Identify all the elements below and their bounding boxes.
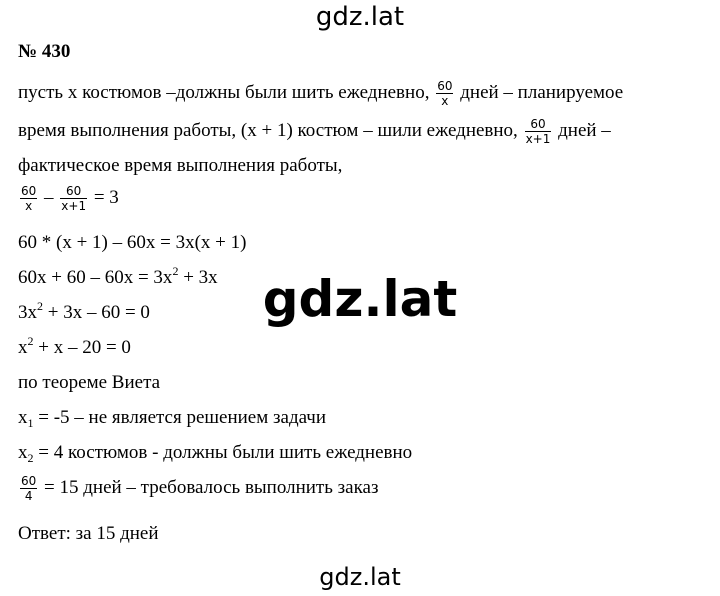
equation-5-rest: + х – 20 = 0: [33, 337, 131, 358]
equation-4: [18, 299, 150, 324]
equation-4-rest: + 3х – 60 = 0: [43, 302, 150, 323]
result-line: [18, 474, 378, 503]
subscript: 1: [27, 416, 34, 430]
equation-3: [18, 264, 218, 289]
equation-2: 60 * (х + 1) – 60х = 3х(х + 1): [18, 232, 247, 253]
watermark-center: gdz.lat: [262, 270, 458, 328]
text-line-2-start: время выполнения работы, (х + 1) костюм – шили ежедневно,: [18, 119, 523, 141]
fraction-60-over-x: [436, 79, 453, 108]
equation-5: [18, 334, 131, 359]
fraction-denominator: 4: [24, 489, 33, 503]
text-line-1: [18, 79, 623, 108]
equation-3-lhs: 60х + 60 – 60х = 3х: [18, 267, 173, 288]
fraction-numerator: 60: [437, 79, 453, 93]
root-2-line: [18, 442, 412, 464]
fraction-denominator: x+1: [61, 199, 87, 213]
fraction-numerator: 60: [21, 474, 37, 488]
equation-3-rest: + 3х: [178, 267, 218, 288]
text-line-3: фактическое время выполнения работы,: [18, 155, 343, 176]
equation-1-rhs: = 3: [89, 186, 119, 208]
root-variable: х: [18, 442, 28, 463]
fraction-denominator: x+1: [525, 132, 551, 146]
vieta-line: по теореме Виета: [18, 372, 161, 393]
equation-4-start: 3х: [18, 302, 37, 323]
root-1-line: [18, 407, 326, 429]
exponent: 2: [37, 299, 43, 313]
root-1-text: = -5 – не является решением задачи: [33, 407, 327, 428]
fraction-60-over-x-plus-1: [60, 184, 87, 213]
fraction-denominator: x: [25, 199, 33, 213]
fraction-60-over-4: [20, 474, 37, 503]
text-line-1-end: дней – планируемое: [455, 81, 624, 103]
exponent: 2: [172, 264, 179, 278]
equation-5-start: х: [18, 337, 28, 358]
minus-sign: –: [39, 186, 59, 208]
problem-number: № 430: [18, 41, 71, 62]
text-line-1-start: пусть х костюмов –должны были шить ежедневно,: [18, 81, 435, 103]
fraction-60-over-x: [20, 184, 37, 213]
exponent: 2: [27, 334, 34, 348]
fraction-numerator: 60: [21, 184, 37, 198]
fraction-60-over-x-plus-1: [525, 117, 552, 146]
root-variable: х: [18, 407, 28, 428]
watermark-bottom: gdz.lat: [319, 563, 401, 591]
subscript: 2: [27, 451, 34, 465]
result-text: = 15 дней – требовалось выполнить заказ: [39, 476, 379, 498]
equation-1: [18, 184, 119, 213]
fraction-numerator: 60: [60, 184, 87, 199]
text-line-2-end: дней –: [553, 119, 611, 141]
answer-line: Ответ: за 15 дней: [18, 523, 159, 544]
watermark-top: gdz.lat: [315, 2, 405, 32]
root-2-text: = 4 костюмов - должны были шить ежедневно: [33, 442, 413, 463]
fraction-numerator: 60: [525, 117, 552, 132]
fraction-denominator: x: [441, 94, 449, 108]
text-line-2: [18, 117, 611, 146]
